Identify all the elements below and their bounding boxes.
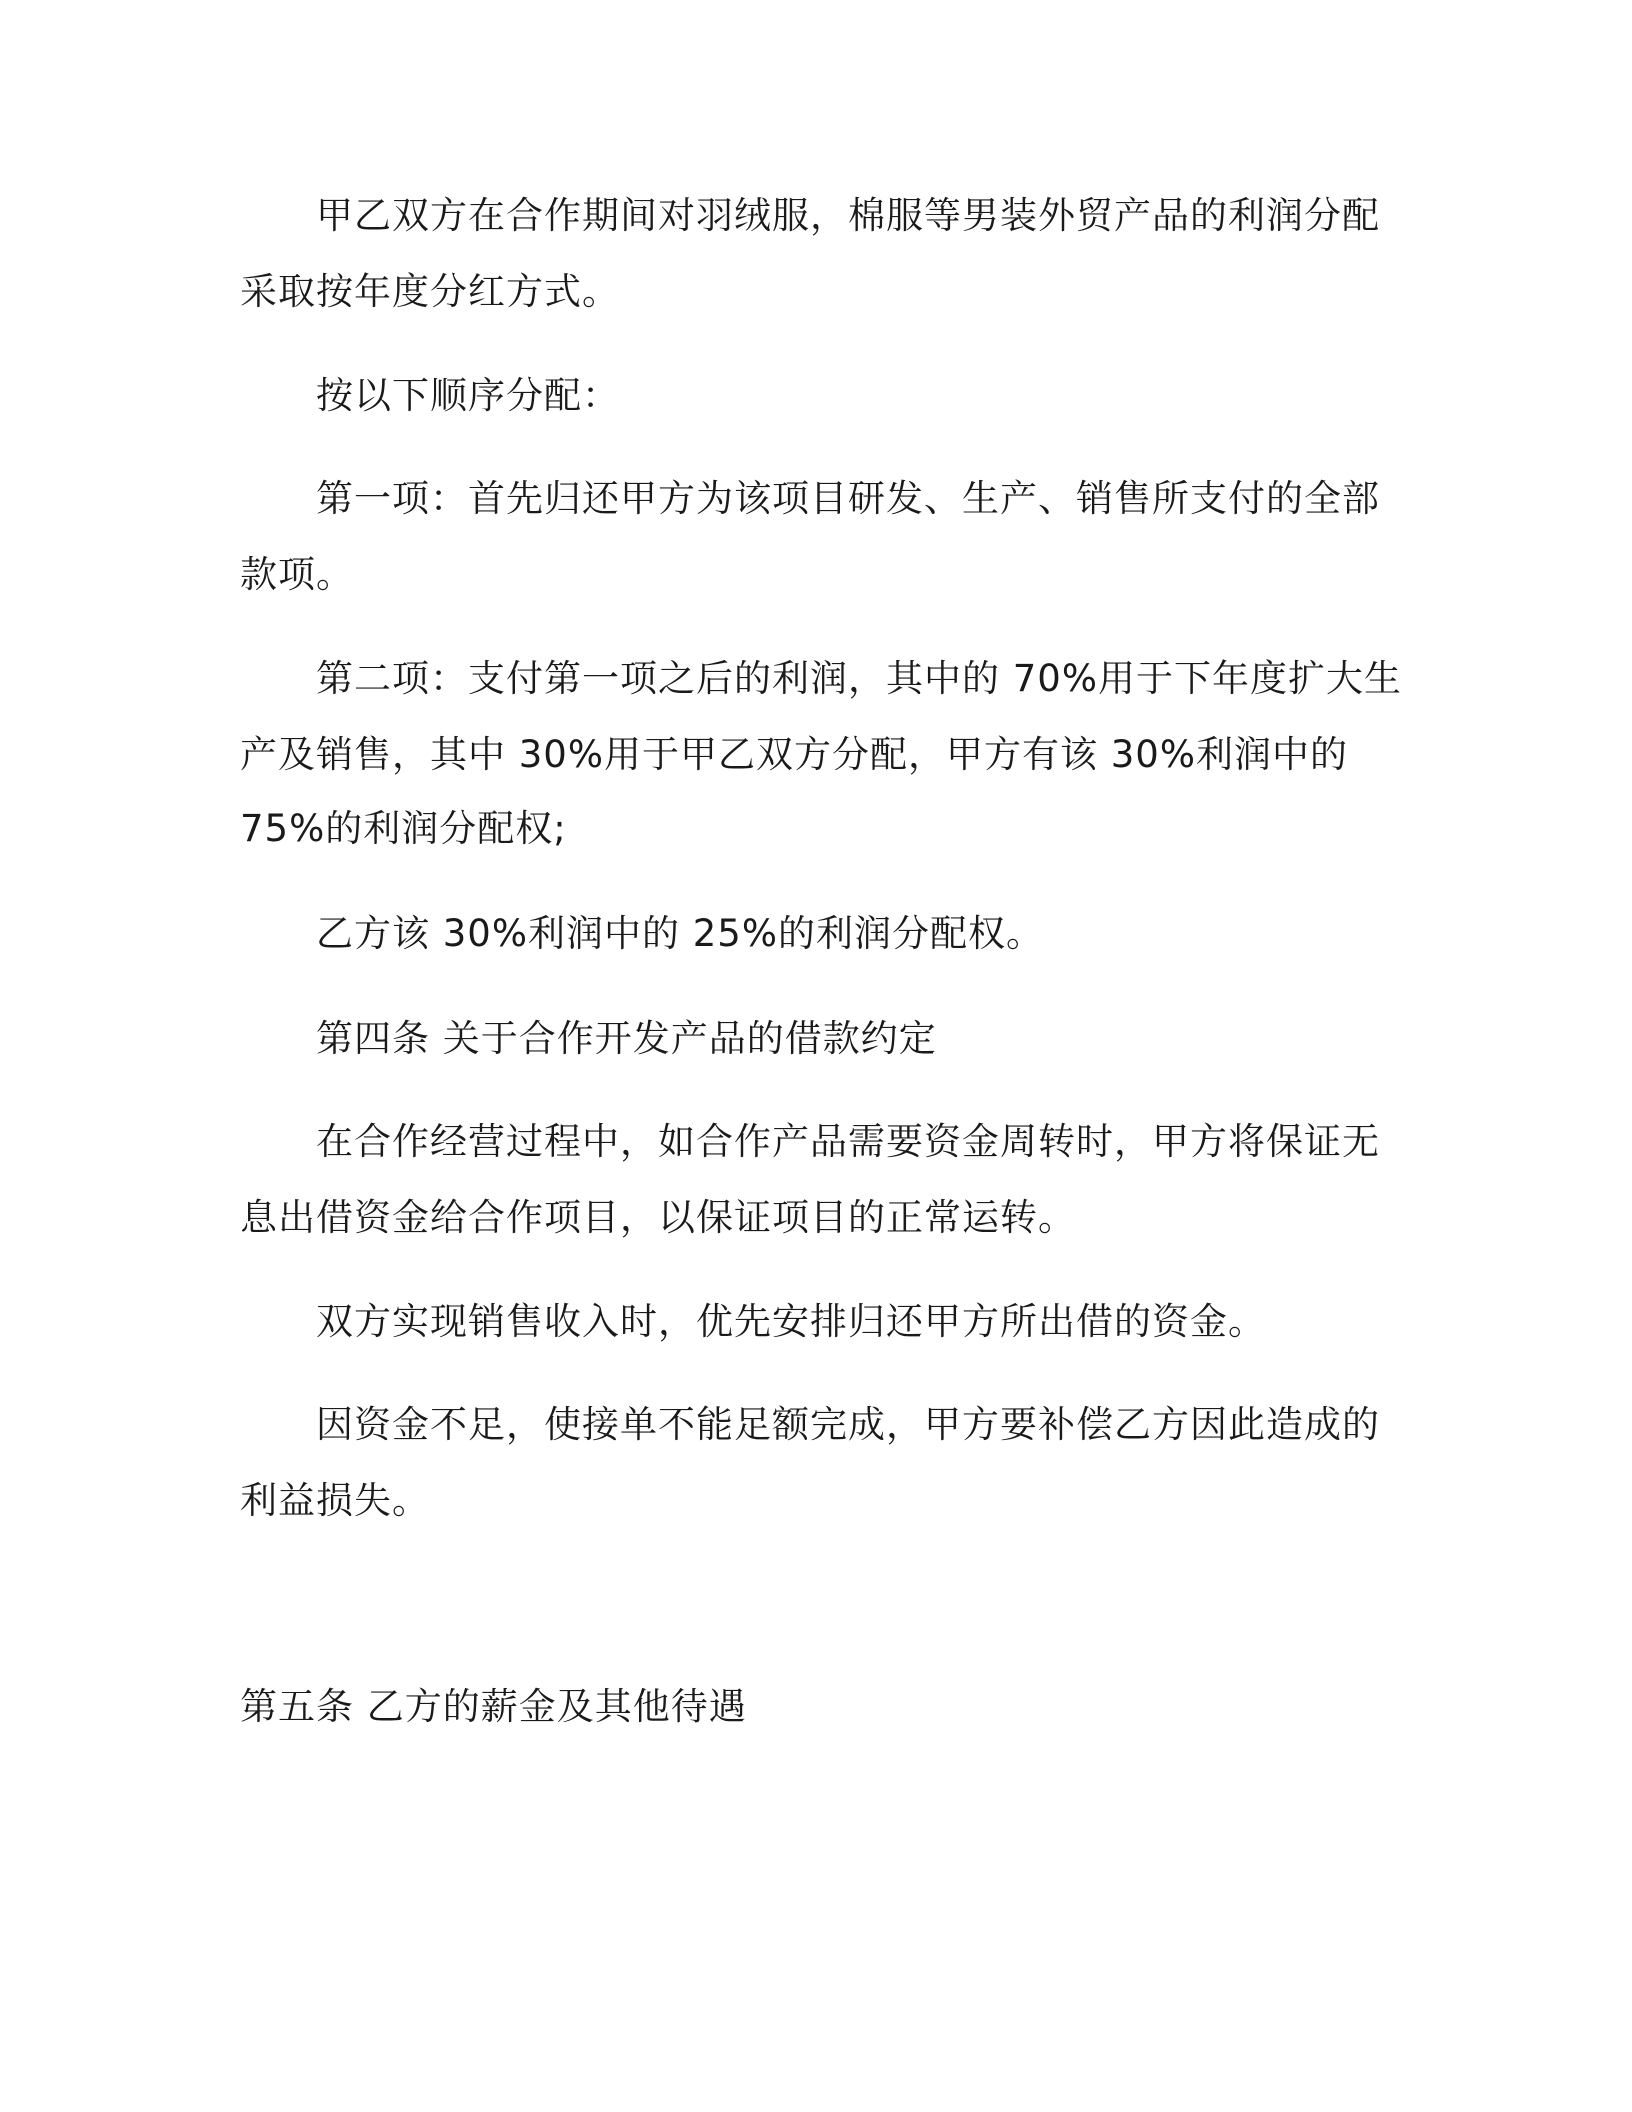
paragraph-line: 在合作经营过程中，如合作产品需要资金周转时，甲方将保证无 <box>316 1120 1380 1163</box>
section-heading: 第五条 乙方的薪金及其他待遇 <box>240 1685 747 1728</box>
paragraph-line: 第二项：支付第一项之后的利润，其中的 70%用于下年度扩大生 <box>316 657 1402 700</box>
paragraph-line: 息出借资金给合作项目，以保证项目的正常运转。 <box>240 1196 1076 1239</box>
paragraph-line: 产及销售，其中 30%用于甲乙双方分配，甲方有该 30%利润中的 <box>240 733 1348 776</box>
section-heading: 第四条 关于合作开发产品的借款约定 <box>316 1017 937 1060</box>
paragraph-line: 采取按年度分红方式。 <box>240 270 620 313</box>
paragraph-line: 乙方该 30%利润中的 25%的利润分配权。 <box>316 912 1044 955</box>
paragraph-line: 甲乙双方在合作期间对羽绒服，棉服等男装外贸产品的利润分配 <box>316 194 1380 237</box>
paragraph-line: 按以下顺序分配： <box>316 374 620 417</box>
paragraph-line: 款项。 <box>240 553 354 596</box>
paragraph-line: 利益损失。 <box>240 1479 430 1522</box>
paragraph-line: 第一项：首先归还甲方为该项目研发、生产、销售所支付的全部 <box>316 477 1380 520</box>
paragraph-line: 双方实现销售收入时，优先安排归还甲方所出借的资金。 <box>316 1300 1266 1343</box>
paragraph-line: 因资金不足，使接单不能足额完成，甲方要补偿乙方因此造成的 <box>316 1403 1380 1446</box>
paragraph-line: 75%的利润分配权; <box>240 807 567 850</box>
